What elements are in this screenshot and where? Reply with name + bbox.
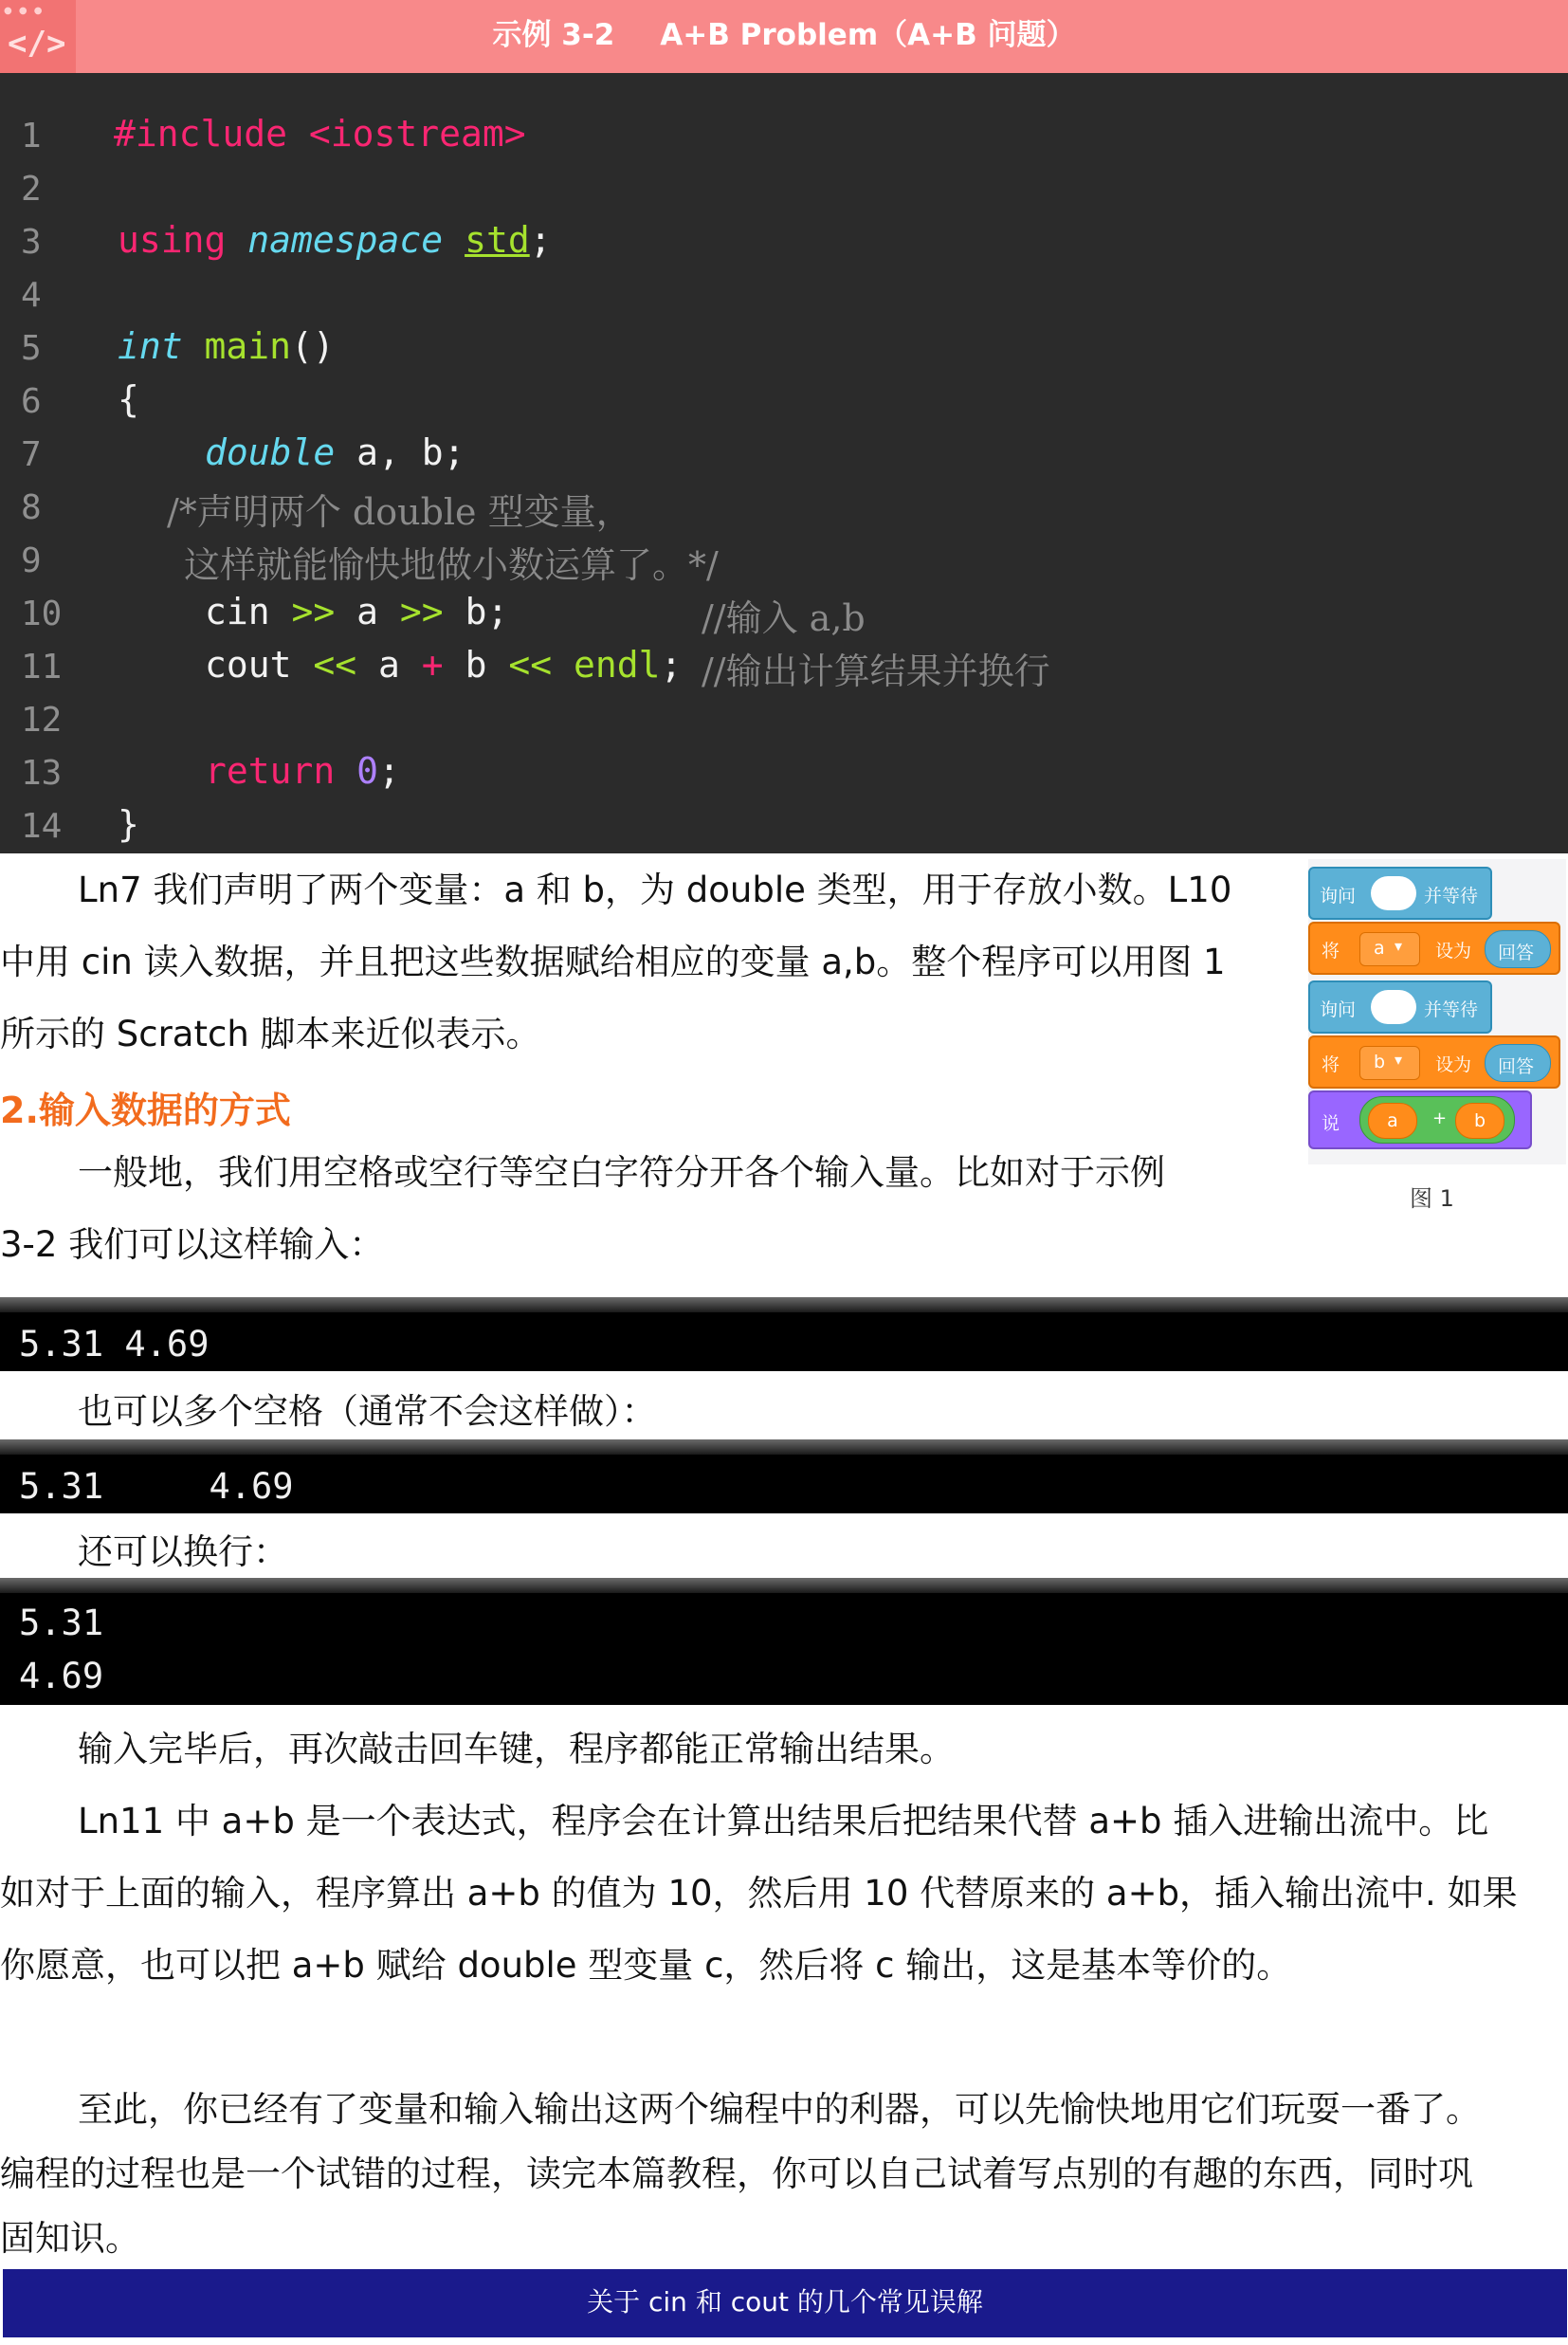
line-number: 14 xyxy=(21,807,63,846)
paragraph-line: 一般地，我们用空格或空行等空白字符分开各个输入量。比如对于示例 xyxy=(78,1152,1165,1193)
example-title: A+B Problem（A+B 问题） xyxy=(660,18,1076,52)
figure-caption: 图 1 xyxy=(1410,1185,1454,1212)
line-number: 3 xyxy=(21,223,42,262)
paragraph-line: 编程的过程也是一个试错的过程，读完本篇教程，你可以自己试着写点别的有趣的东西，同时巩 xyxy=(0,2153,1473,2194)
line-number: 11 xyxy=(21,648,63,687)
code-comment-output: //输出计算结果并换行 xyxy=(702,650,1050,692)
terminal-output: 5.31 4.69 xyxy=(0,1439,1568,1513)
code-line-using: using namespace std; xyxy=(118,219,552,261)
line-number: 13 xyxy=(21,754,63,793)
code-line-cout: cout << a + b << endl; xyxy=(205,644,683,686)
paragraph-line: 还可以换行： xyxy=(78,1531,288,1572)
line-number: 7 xyxy=(21,435,42,474)
paragraph-line: Ln7 我们声明了两个变量：a 和 b，为 double 类型，用于存放小数。L10 xyxy=(78,870,1232,910)
chevron-down-icon: ▾ xyxy=(1395,937,1403,955)
code-title xyxy=(0,0,1568,73)
line-number: 5 xyxy=(21,329,42,368)
paragraph-line: 至此，你已经有了变量和输入输出这两个编程中的利器，可以先愉快地用它们玩耍一番了。 xyxy=(78,2089,1481,2130)
paragraph-line: 也可以多个空格（通常不会这样做）： xyxy=(78,1391,657,1432)
scratch-set-b-block: 将 b ▾ 设为 回答 xyxy=(1308,1035,1560,1089)
variable-dropdown: b ▾ xyxy=(1359,1046,1420,1080)
line-number: 10 xyxy=(21,595,63,633)
paragraph-line: 如对于上面的输入，程序算出 a+b 的值为 10，然后用 10 代替原来的 a+b，插入输出流中. 如果 xyxy=(0,1873,1518,1914)
code-comment-2: 这样就能愉快地做小数运算了。*/ xyxy=(184,544,719,586)
code-icon: ● ● ● </> xyxy=(0,0,76,73)
code-line-main: int main() xyxy=(118,325,335,367)
line-number: 8 xyxy=(21,488,42,527)
code-close-brace: } xyxy=(118,803,139,845)
example-label: 示例 3-2 xyxy=(492,18,615,52)
line-number: 9 xyxy=(21,541,42,580)
scratch-ask-block: 询问 并等待 xyxy=(1308,980,1492,1034)
answer-reporter: 回答 xyxy=(1485,930,1551,968)
line-number: 12 xyxy=(21,701,63,740)
paragraph-line: 所示的 Scratch 脚本来近似表示。 xyxy=(0,1014,541,1054)
code-comment-1: /*声明两个 double 型变量， xyxy=(167,491,632,533)
add-operator: a + b xyxy=(1359,1096,1515,1144)
line-number: 2 xyxy=(21,170,42,209)
line-number: 4 xyxy=(21,276,42,315)
code-comment-input: //输入 a,b xyxy=(702,597,866,639)
code-line-cin: cin >> a >> b; xyxy=(205,591,509,632)
scratch-set-a-block: 将 a ▾ 设为 回答 xyxy=(1308,922,1560,975)
paragraph-line: 固知识。 xyxy=(0,2218,140,2259)
terminal-output: 5.31 4.69 xyxy=(0,1578,1568,1705)
paragraph-line: 输入完毕后，再次敲击回车键，程序都能正常输出结果。 xyxy=(78,1729,955,1769)
code-open-brace: { xyxy=(118,378,139,420)
paragraph-line: Ln11 中 a+b 是一个表达式，程序会在计算出结果后把结果代替 a+b 插入进输出流中。比 xyxy=(78,1801,1489,1841)
paragraph-line: 中用 cin 读入数据，并且把这些数据赋给相应的变量 a,b。整个程序可以用图 1 xyxy=(0,942,1226,982)
line-number: 6 xyxy=(21,382,42,421)
line-number: 1 xyxy=(21,117,42,156)
scratch-say-block: 说 a + b xyxy=(1308,1090,1532,1149)
terminal-output: 5.31 4.69 xyxy=(0,1297,1568,1371)
code-block xyxy=(0,73,1568,853)
code-line-decl: double a, b; xyxy=(205,431,465,473)
scratch-figure xyxy=(1308,859,1566,1164)
answer-reporter: 回答 xyxy=(1485,1044,1551,1082)
section-heading: 2.输入数据的方式 xyxy=(0,1090,291,1131)
paragraph-line: 3-2 我们可以这样输入： xyxy=(0,1224,385,1265)
scratch-ask-block: 询问 并等待 xyxy=(1308,867,1492,920)
code-include: #include <iostream> xyxy=(114,113,526,155)
code-line-return: return 0; xyxy=(205,750,400,792)
variable-dropdown: a ▾ xyxy=(1359,932,1420,966)
paragraph-line: 你愿意，也可以把 a+b 赋给 double 型变量 c，然后将 c 输出，这是基本等价的。 xyxy=(0,1945,1292,1986)
chevron-down-icon: ▾ xyxy=(1395,1051,1403,1069)
code-header xyxy=(0,0,1568,73)
related-article-link[interactable]: 关于 cin 和 cout 的几个常见误解 xyxy=(3,2269,1567,2337)
